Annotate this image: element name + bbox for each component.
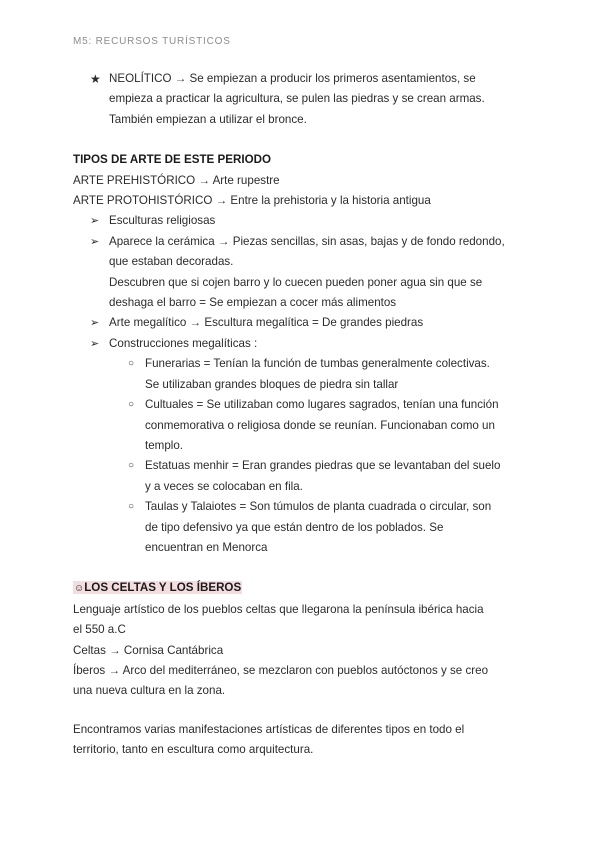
- bullet-construcciones: [73, 334, 533, 354]
- subitem-line: Cultuales = Se utilizaban como lugares sagrados, tenían una función: [145, 398, 499, 412]
- subitem-line: Se utilizaban grandes bloques de piedra sin tallar: [145, 377, 399, 391]
- bullet-line: Construcciones megalíticas :: [109, 336, 258, 350]
- closing-line: Encontramos varias manifestaciones artísticas de diferentes tipos en todo el: [73, 722, 465, 736]
- circle-bullet-icon: ○: [128, 358, 135, 370]
- bullet-line: Arte megalítico → Escultura megalítica = De grandes piedras: [109, 316, 424, 330]
- arte-protohistorico: ARTE PROTOHISTÓRICO → Entre la prehistoria y la historia antigua: [73, 194, 431, 208]
- subitem-line: Taulas y Talaiotes = Son túmulos de planta cuadrada o circular, son: [145, 500, 492, 514]
- celtas-line: Íberos → Arco del mediterráneo, se mezclaron con pueblos autóctonos y se creo: [73, 663, 489, 677]
- arrow-bullet-icon: ➢: [90, 337, 100, 350]
- bullet-megalitico: [73, 313, 533, 333]
- neolitico-line: empieza a practicar la agricultura, se pulen las piedras y se crean armas.: [109, 92, 485, 106]
- celtas-heading-text: LOS CELTAS Y LOS ÍBEROS: [84, 581, 242, 595]
- smiley-icon: ☺: [74, 583, 85, 595]
- subitem-line: Estatuas menhir = Eran grandes piedras que se levantaban del suelo: [145, 459, 501, 473]
- celtas-heading-row: [73, 578, 533, 599]
- subitem-cultuales: [73, 395, 533, 456]
- bullet-line: Esculturas religiosas: [109, 214, 216, 228]
- star-bullet-icon: ★: [90, 72, 101, 86]
- subitem-taulas: [73, 497, 533, 558]
- circle-bullet-icon: ○: [128, 460, 135, 472]
- tipos-heading: TIPOS DE ARTE DE ESTE PERIODO: [73, 153, 271, 167]
- arrow-bullet-icon: ➢: [90, 317, 100, 330]
- arrow-bullet-icon: ➢: [90, 235, 100, 248]
- bullet-line: Descubren que si cojen barro y lo cuecen pueden poner agua sin que se: [109, 275, 483, 289]
- subitem-line: Funerarias = Tenían la función de tumbas generalmente colectivas.: [145, 357, 490, 371]
- celtas-line: Celtas → Cornisa Cantábrica: [73, 643, 224, 657]
- arte-prehistorico: ARTE PREHISTÓRICO → Arte rupestre: [73, 173, 280, 187]
- bullet-line: Aparece la cerámica → Piezas sencillas, sin asas, bajas y de fondo redondo,: [109, 234, 505, 248]
- subitem-funerarias: [73, 354, 533, 395]
- bullet-line: que estaban decoradas.: [109, 255, 234, 269]
- neolitico-line: NEOLÍTICO → Se empiezan a producir los primeros asentamientos, se: [109, 72, 476, 85]
- bullet-ceramica: [73, 232, 533, 314]
- subitem-line: y a veces se colocaban en fila.: [145, 479, 303, 493]
- bullet-esculturas: [73, 211, 533, 231]
- celtas-line: una nueva cultura en la zona.: [73, 684, 226, 698]
- subitem-estatuas: [73, 456, 533, 497]
- celtas-line: el 550 a.C: [73, 623, 126, 637]
- subitem-line: conmemorativa o religiosa donde se reunían. Funcionaban como un: [145, 418, 495, 432]
- celtas-heading: [73, 581, 242, 594]
- celtas-line: Lenguaje artístico de los pueblos celtas que llegarona la península ibérica hacia: [73, 602, 484, 616]
- neolitico-line: También empiezan a utilizar el bronce.: [109, 112, 307, 126]
- document-header: M5: RECURSOS TURÍSTICOS: [73, 36, 231, 47]
- subitem-line: de tipo defensivo ya que están dentro de los poblados. Se: [145, 520, 444, 534]
- closing-line: territorio, tanto en escultura como arquitectura.: [73, 743, 314, 757]
- circle-bullet-icon: ○: [128, 501, 135, 513]
- circle-bullet-icon: ○: [128, 399, 135, 411]
- arrow-bullet-icon: ➢: [90, 215, 100, 228]
- document-body: [73, 69, 533, 761]
- subitem-line: encuentran en Menorca: [145, 540, 268, 554]
- neolitico-item: [73, 69, 533, 130]
- bullet-line: deshaga el barro = Se empiezan a cocer más alimentos: [109, 296, 397, 310]
- subitem-line: templo.: [145, 438, 184, 452]
